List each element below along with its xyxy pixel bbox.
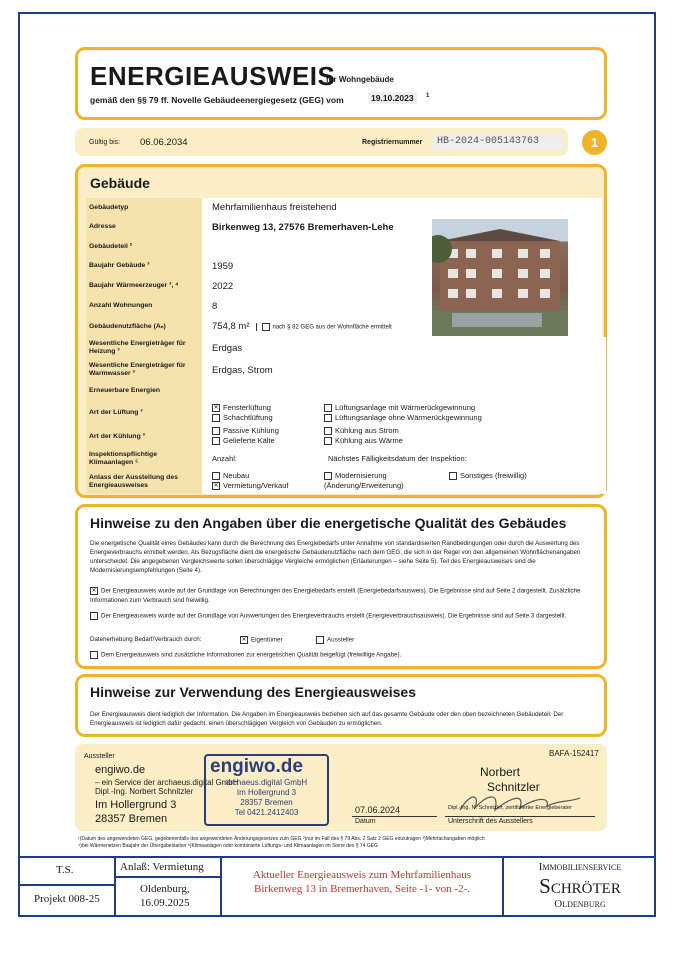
signature-label: Unterschrift des Ausstellers bbox=[448, 818, 533, 825]
date-line bbox=[352, 816, 437, 817]
row-address: Adresse Birkenweg 13, 27576 Bremerhaven-Lehe bbox=[86, 217, 432, 238]
footer-divider-1 bbox=[114, 858, 116, 917]
issuer-street: Im Hollergrund 3 bbox=[95, 799, 177, 811]
issue-date: 07.06.2024 bbox=[355, 805, 401, 815]
quality-paragraph-1: Die energetische Qualität eines Gebäudes kann durch die Berechnung des Energiebedarfs unter Annahme von standardisierten Randbedingungen oder durch die Auswertung des Energieverbrauchs ermittelt werden. Als Bezugsfläche dient die energetische Gebäudenutzfläche nach dem GEG, die sich in der Regel von den allgemeinen Wohnflächenangaben unterscheidet. Die angegebenen Vergleichswerte sollen überschlägige Vergleiche ermöglichen (Erläuterungen – siehe Seite 5). Teil des Energieausweises sind die Modernisierungsempfehlungen (Seite 4). bbox=[90, 540, 581, 574]
valid-until-date: 06.06.2034 bbox=[140, 137, 188, 148]
company-city: Oldenburg bbox=[554, 898, 606, 910]
law-footnote-mark: 1 bbox=[426, 93, 430, 99]
demand-checkbox[interactable]: ✕ bbox=[91, 588, 97, 594]
row-building-part: Gebäudeteil ² bbox=[86, 237, 432, 257]
footer-description-2: Birkenweg 13 in Bremerhaven, Seite -1- von -2-. bbox=[254, 883, 470, 895]
footer-description-1: Aktueller Energieausweis zum Mehrfamilienhaus bbox=[252, 869, 472, 881]
signer-credentials: Dipl.-Ing. N. Schnitzler, zertifizierter Energieberater bbox=[448, 805, 572, 811]
row-renewables: Erneuerbare Energien bbox=[86, 381, 606, 402]
signer-last-name: Schnitzler bbox=[487, 780, 540, 794]
signature-line bbox=[445, 816, 595, 817]
law-date: 19.10.2023 bbox=[368, 92, 417, 104]
row-year-heater: Baujahr Wärmeerzeuger ³, ⁴ 2022 bbox=[86, 276, 432, 297]
footer-date: 16.09.2025 bbox=[140, 897, 190, 909]
issuer-city: 28357 Bremen bbox=[95, 813, 168, 825]
footnote-line-1: ¹)Datum des angewendeten GEG, gegebenenfalls des angewendeten Änderungsgesetzes zum GEG ²)nur im Fall des § 79 Abs. 2 Satz 2 GEG einzutragen ³)Mehrfachangaben möglich bbox=[78, 836, 485, 842]
row-ventilation: Art der Lüftung ³ ✕ Fensterlüftung Schachtlüftung Lüftungsanlage mit Wärmerückgewinnung Lüftungsanlage ohne Wärmerückgewinnung bbox=[86, 401, 606, 426]
bafa-number: BAFA-152417 bbox=[549, 749, 599, 758]
footnote-line-2: ⁴)bei Wärmenetzen Baujahr der Übergabestation ⁵)Klimaanlagen oder kombinierte Lüftungs- und Klimaanlagen im Sinne des § 74 GEG bbox=[78, 843, 378, 849]
signature-image bbox=[455, 788, 585, 816]
issuer-line-2: – ein Service der archaeus.digital GmbH bbox=[95, 778, 239, 787]
company-name: Schröter bbox=[539, 874, 621, 898]
document-title: ENERGIEAUSWEIS bbox=[90, 61, 336, 91]
quality-section-title: Hinweise zu den Angaben über die energetische Qualität des Gebäudes bbox=[90, 515, 567, 531]
row-units: Anzahl Wohnungen 8 bbox=[86, 296, 432, 317]
document-subtitle: für Wohngebäude bbox=[326, 75, 394, 84]
row-water-carrier: Wesentliche Energieträger für Warmwasser ³ Erdgas, Strom bbox=[86, 359, 606, 382]
row-issue-reason: Anlass der Ausstellung des Energieausweises Neubau ✕ Vermietung/Verkauf Modernisierung (Änderung/Erweiterung) Sonstiges (freiwillig) bbox=[86, 469, 606, 494]
date-label: Datum bbox=[355, 818, 376, 825]
law-reference: gemäß den §§ 79 ff. Novelle Gebäudeenergiegesetz (GEG) vom bbox=[90, 95, 344, 105]
signer-first-name: Norbert bbox=[480, 765, 521, 779]
usage-text: Der Energieausweis dient lediglich der Information. Die Angaben im Energieausweis beziehen sich auf das gesamte Gebäude oder den oben bezeichneten Gebäudeteil. Der Energieausweis ist lediglich dafür gedacht, einen überschlägigen Vergleich von Gebäuden zu ermöglichen. bbox=[90, 711, 564, 727]
issuer-name: engiwo.de bbox=[95, 764, 146, 776]
registration-label: Registriernummer bbox=[362, 139, 423, 146]
footer-place: Oldenburg, bbox=[140, 883, 190, 895]
building-photo bbox=[432, 219, 568, 336]
quality-extra-info: Dem Energieausweis sind zusätzliche Informationen zur energetischen Qualität beigefügt (freiwillige Angabe). bbox=[90, 651, 401, 661]
footer-hline-2 bbox=[114, 876, 222, 878]
issuer-line-3: Dipl.-Ing. Norbert Schnitzler bbox=[95, 787, 194, 796]
house-image bbox=[432, 219, 568, 336]
registration-number: HB-2024-005143763 bbox=[433, 134, 563, 150]
consumption-checkbox[interactable] bbox=[90, 612, 98, 620]
row-heating-carrier: Wesentliche Energieträger für Heizung ³ Erdgas bbox=[86, 337, 606, 360]
footer-initials: T.S. bbox=[56, 864, 74, 876]
valid-until-label: Gültig bis: bbox=[89, 139, 121, 146]
footer-project: Projekt 008-25 bbox=[34, 893, 100, 905]
row-building-type: Gebäudetyp Mehrfamilienhaus freistehend bbox=[86, 198, 432, 218]
row-year-built: Baujahr Gebäude ³ 1959 bbox=[86, 256, 432, 277]
issuer-label: Aussteller bbox=[84, 753, 115, 760]
footer-hline-1 bbox=[18, 884, 114, 886]
footer-occasion: Anlaß: Vermietung bbox=[120, 861, 204, 873]
survey-owner: ✕ Eigentümer bbox=[241, 636, 283, 644]
quality-option-consumption: Der Energieausweis wurde auf der Grundlage von Auswertungen des Energieverbrauchs erstellt (Energieverbrauchsausweis). Die Ergebnisse sind auf Seite 3 dargestellt. bbox=[90, 612, 592, 622]
quality-option-demand: ✕ Der Energieausweis wurde auf der Grundlage von Berechnungen des Energiebedarfs erstellt (Energiebedarfsausweis). Die Ergebnisse sind auf Seite 2 dargestellt. Zusätzliche Informationen zum Verbrauch sind freiwillig. bbox=[90, 587, 581, 604]
building-section-title: Gebäude bbox=[90, 175, 150, 191]
row-cooling: Art der Kühlung ³ Passive Kühlung Gelieferte Kälte Kühlung aus Strom Kühlung aus Wärme bbox=[86, 425, 606, 449]
company-line-1: Immobilienservice bbox=[538, 861, 622, 873]
usage-section-title: Hinweise zur Verwendung des Energieausweises bbox=[90, 684, 417, 700]
row-ac-inspection: Inspektionspflichtige Klimaanlagen ⁵ Anzahl: Nächstes Fälligkeitsdatum der Inspektion: bbox=[86, 448, 606, 470]
issuer-stamp: engiwo.de archaeus.digital GmbH Im Hollergrund 3 28357 Bremen Tel 0421.2412403 bbox=[204, 754, 329, 826]
row-floor-area: Gebäudenutzfläche (Aₙ) 754,8 m² nach § 82 GEG aus der Wohnfläche ermittelt bbox=[86, 316, 432, 338]
survey-issuer: Aussteller bbox=[316, 636, 354, 646]
page-number-badge: 1 bbox=[582, 130, 607, 155]
survey-label: Datenerhebung Bedarf/Verbrauch durch: bbox=[90, 636, 202, 643]
